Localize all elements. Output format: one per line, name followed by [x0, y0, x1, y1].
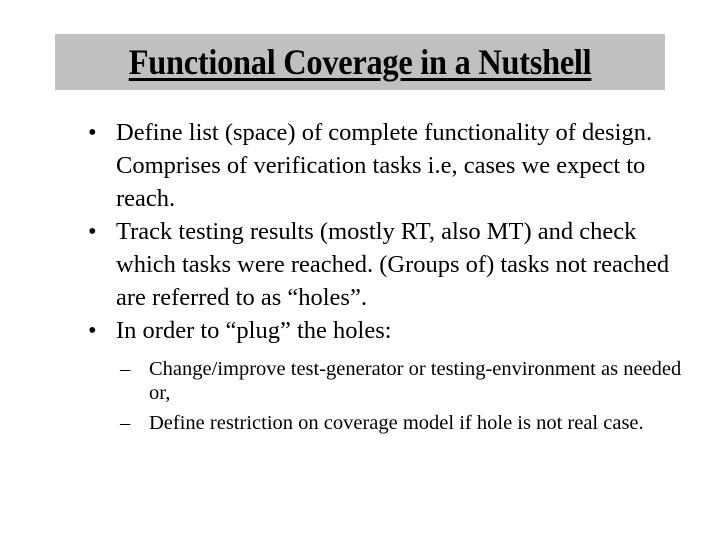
- title-banner: [55, 34, 665, 90]
- bullet-marker: •: [88, 119, 97, 146]
- sub-bullet-text: Define restriction on coverage model if hole is not real case.: [149, 412, 644, 434]
- dash-marker: –: [120, 412, 131, 434]
- bullet-marker: •: [88, 317, 97, 344]
- bullet-item: [88, 116, 688, 215]
- sub-bullet-item: [120, 357, 688, 405]
- sub-bullet-item: [120, 411, 688, 435]
- bullet-text: Define list (space) of complete functionality of design. Comprises of verification tasks i.e, cases we expect to reach.: [116, 119, 653, 212]
- dash-marker: –: [120, 358, 131, 380]
- sub-bullet-list: [116, 357, 688, 435]
- bullet-text: Track testing results (mostly RT, also MT) and check which tasks were reached. (Groups of) tasks not reached are referred to as “holes”.: [116, 218, 670, 311]
- bullet-item: [88, 314, 688, 435]
- bullet-text: In order to “plug” the holes:: [116, 317, 392, 344]
- bullet-marker: •: [88, 218, 97, 245]
- bullet-list: [88, 116, 688, 441]
- bullet-item: [88, 215, 688, 314]
- slide-title: Functional Coverage in a Nutshell: [128, 42, 592, 82]
- sub-bullet-text: Change/improve test-generator or testing-environment as needed or,: [149, 358, 682, 404]
